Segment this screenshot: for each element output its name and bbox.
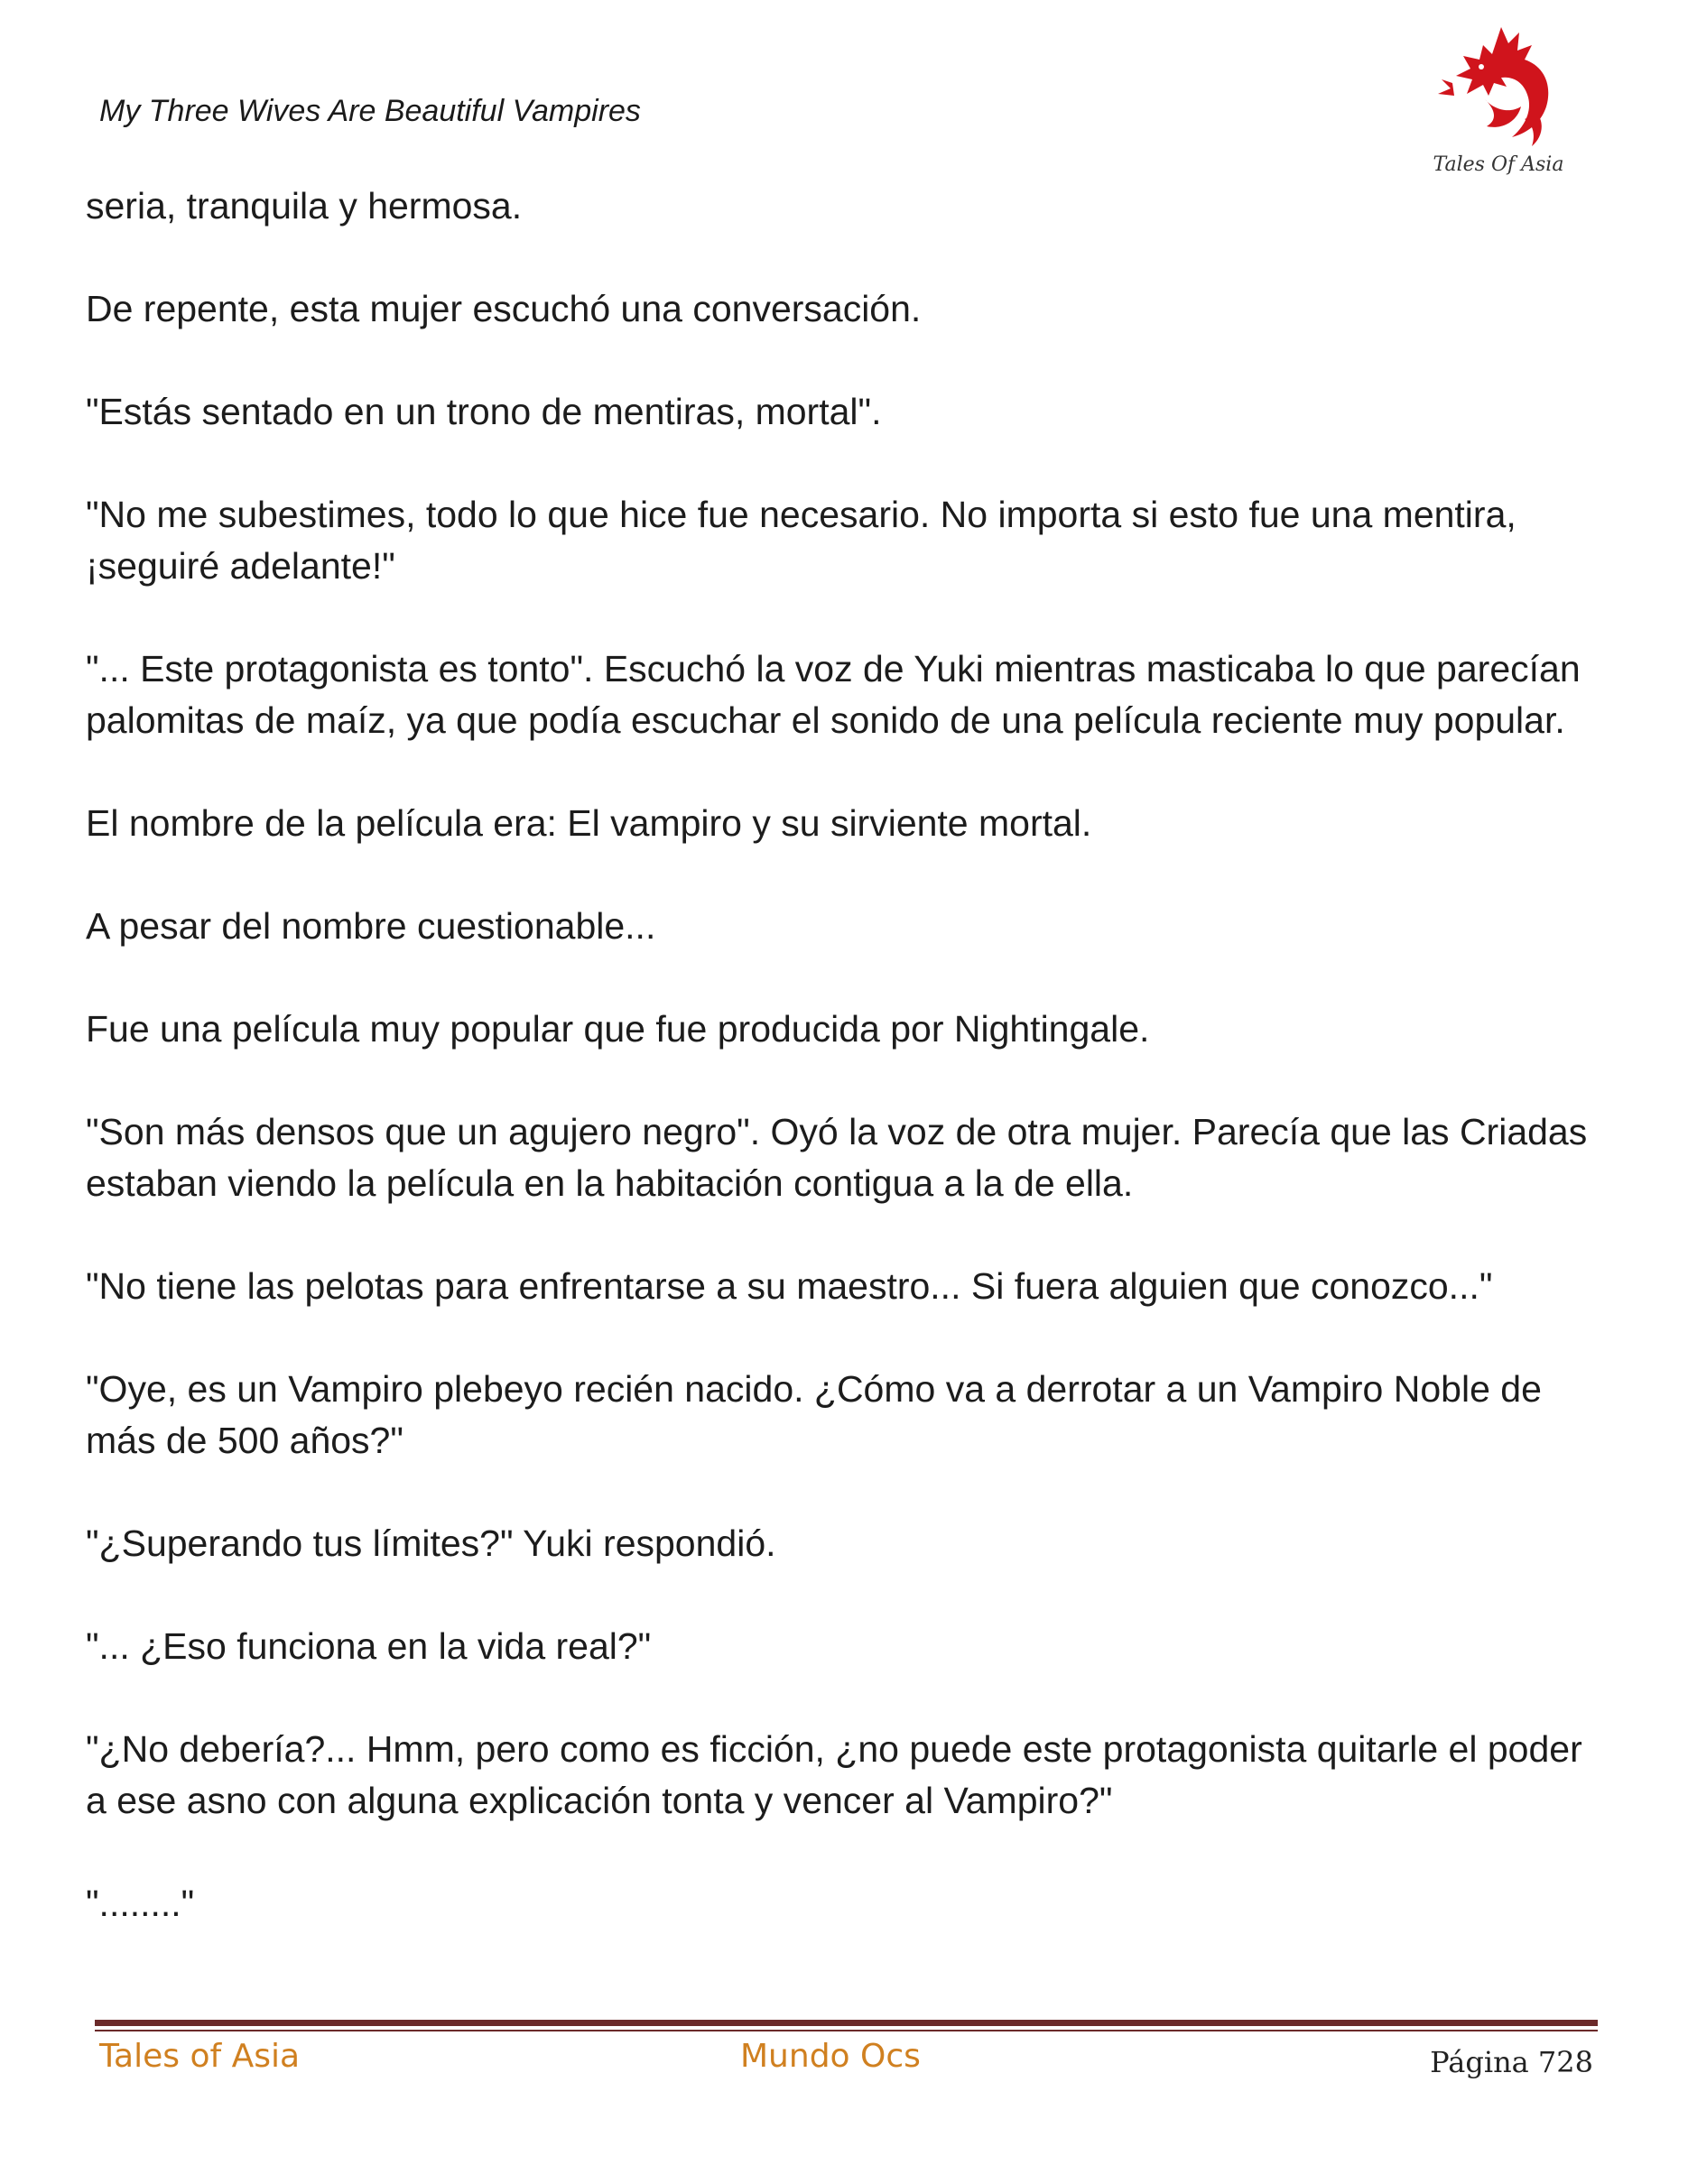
paragraph: "... ¿Eso funciona en la vida real?" — [86, 1625, 652, 1667]
footer-divider-thin — [95, 2030, 1598, 2031]
paragraph: "... Este protagonista es tonto". Escuchó la voz de Yuki mientras masticaba lo que parecían palomitas de maíz, ya que podía escuchar el sonido de una película reciente muy popular. — [86, 648, 1581, 741]
chapter-body — [86, 180, 1611, 1981]
red-dragon-icon — [1431, 20, 1566, 155]
paragraph: "¿No debería?... Hmm, pero como es ficción, ¿no puede este protagonista quitarle el poder a ese asno con alguna explicación tonta y vencer al Vampiro?" — [86, 1728, 1582, 1821]
book-title: My Three Wives Are Beautiful Vampires — [99, 94, 641, 128]
paragraph: De repente, esta mujer escuchó una conversación. — [86, 288, 922, 329]
logo-text: Tales Of Asia — [1433, 153, 1564, 176]
paragraph: "Oye, es un Vampiro plebeyo recién nacido. ¿Cómo va a derrotar a un Vampiro Noble de más de 500 años?" — [86, 1368, 1542, 1461]
paragraph: "No me subestimes, todo lo que hice fue necesario. No importa si esto fue una mentira, ¡seguiré adelante!" — [86, 494, 1516, 587]
footer-publisher: Tales of Asia — [99, 2038, 301, 2075]
footer-divider — [95, 2020, 1598, 2026]
paragraph: Fue una película muy popular que fue producida por Nightingale. — [86, 1008, 1150, 1050]
paragraph: "Estás sentado en un trono de mentiras, mortal". — [86, 391, 882, 432]
paragraph: "¿Superando tus límites?" Yuki respondió. — [86, 1522, 776, 1564]
tales-of-asia-logo — [1431, 20, 1566, 182]
page-number: Página 728 — [1430, 2045, 1593, 2079]
paragraph: A pesar del nombre cuestionable... — [86, 905, 656, 947]
footer-translator: Mundo Ocs — [740, 2038, 921, 2075]
paragraph: El nombre de la película era: El vampiro y su sirviente mortal. — [86, 802, 1092, 844]
paragraph: "........" — [86, 1883, 195, 1924]
paragraph: "No tiene las pelotas para enfrentarse a su maestro... Si fuera alguien que conozco..." — [86, 1265, 1493, 1307]
paragraph: "Son más densos que un agujero negro". Oyó la voz de otra mujer. Parecía que las Criadas estaban viendo la película en la habitación contigua a la de ella. — [86, 1111, 1588, 1204]
paragraph: seria, tranquila y hermosa. — [86, 185, 523, 227]
